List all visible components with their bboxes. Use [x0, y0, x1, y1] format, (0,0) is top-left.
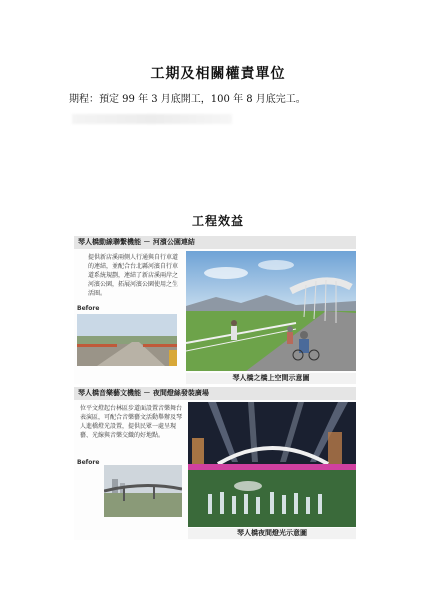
section-panel-connectivity: [74, 236, 356, 384]
night-lighting-rendering: [188, 402, 356, 527]
before-photo-bridge: [104, 465, 182, 517]
section-description: 位平文燈起台林區步道面設置音樂舞台表演區，可配合音樂藝文活動舉辦及琴人進橋燈光設置，提供民眾一處呈現藝、光線與音樂交織的好地點。: [80, 405, 183, 439]
page-title: 工期及相關權責單位: [150, 66, 286, 82]
figure-caption: 琴人橋夜間燈光示意圖: [188, 528, 356, 539]
before-label: Before: [77, 305, 100, 312]
figure-caption: 琴人橋之橋上空間示意圖: [186, 373, 356, 384]
section-title: 琴人橋動線聯繫機能 － 河濱公園連結: [74, 236, 356, 249]
before-photo-riverside-path: [77, 314, 177, 366]
section-title: 琴人橋音樂藝文機能 － 夜間燈絲發裝廣場: [74, 387, 356, 400]
section-panel-arts: [74, 387, 356, 540]
section-description: 提供新店溪兩側人行通與自行車道的連結，並配合台北縣河濱自行車道系統規劃，連結了新店溪兩岸之河濱公園，拓展河濱公園使用之生活圈。: [88, 254, 179, 297]
scan-smudge: [72, 114, 232, 124]
benefits-heading: 工程效益: [191, 214, 244, 228]
schedule-text: 期程：預定 99 年 3 月底開工，100 年 8 月底完工。: [69, 94, 306, 105]
bridge-deck-rendering: [186, 251, 356, 371]
before-label: Before: [77, 459, 100, 466]
